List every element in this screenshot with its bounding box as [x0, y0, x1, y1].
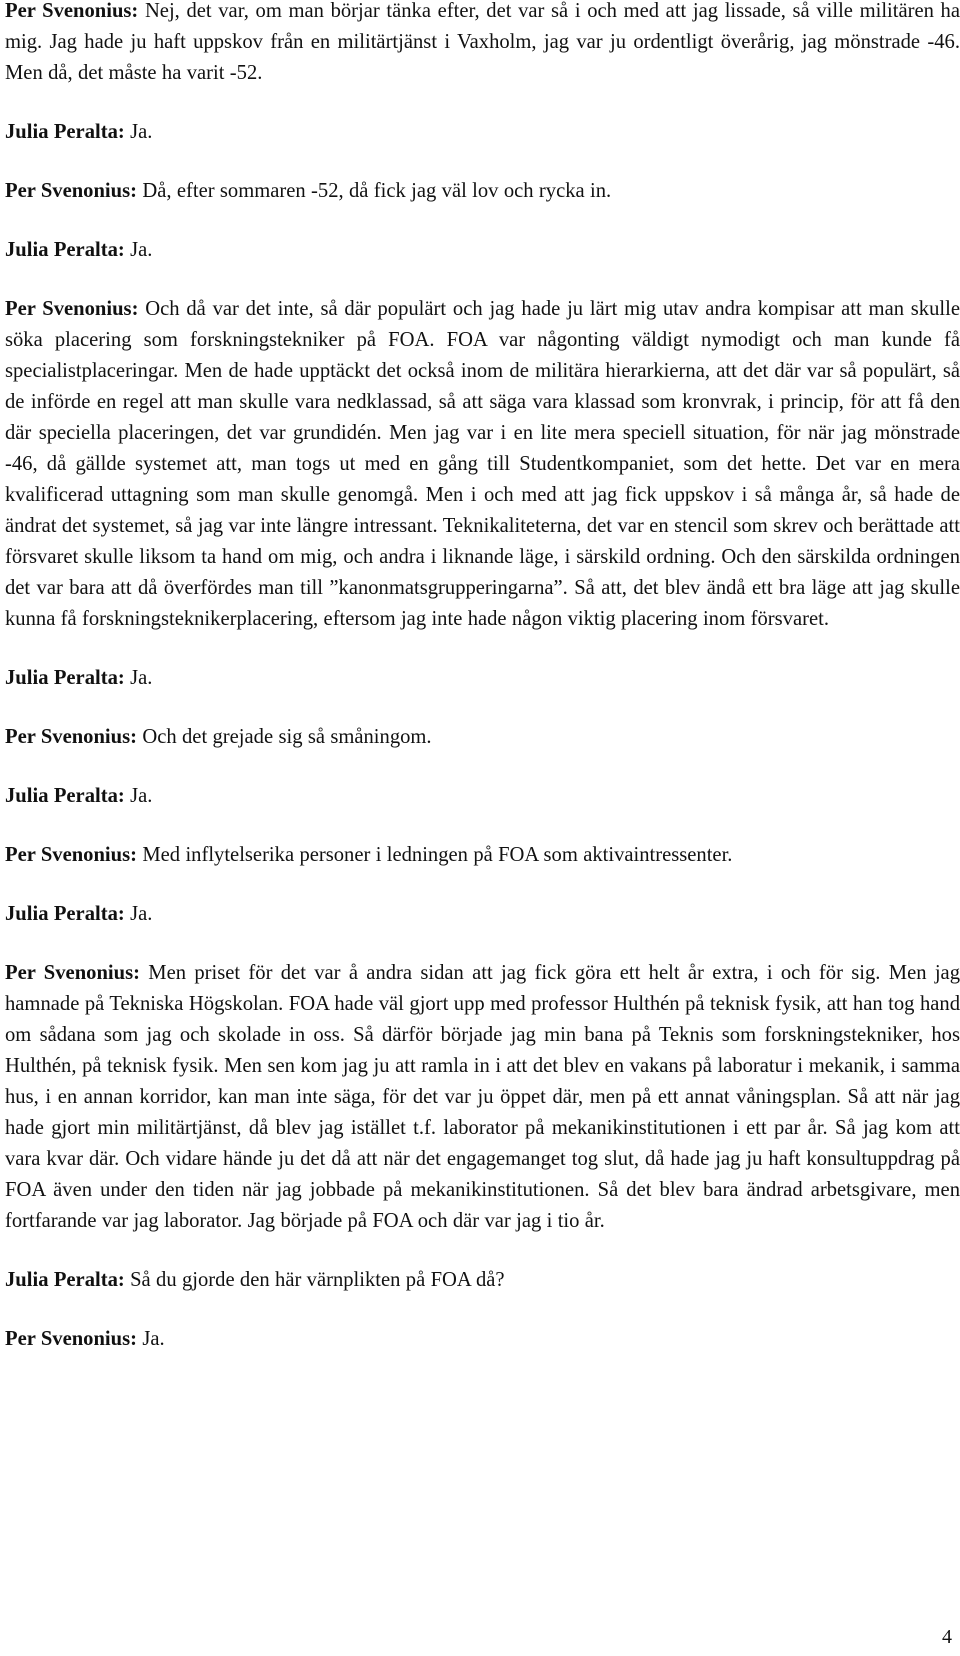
- transcript-turn: [5, 176, 960, 207]
- utterance-text: Ja.: [130, 239, 153, 261]
- speaker-label: Julia Peralta:: [5, 903, 125, 925]
- speaker-label: Julia Peralta:: [5, 1269, 125, 1291]
- utterance-text: Ja.: [130, 121, 153, 143]
- utterance-text: Med inflytelserika personer i ledningen på FOA som aktivaintressenter.: [142, 844, 733, 866]
- utterance-text: Så du gjorde den här värnplikten på FOA då?: [130, 1269, 505, 1291]
- speaker-label: Julia Peralta:: [5, 667, 125, 689]
- utterance-text: Nej, det var, om man börjar tänka efter, det var så i och med att jag lissade, så ville militären ha mig. Jag hade ju haft uppskov från en militärtjänst i Vaxholm, jag var ju ordentligt överårig, jag mönstrade -46. Men då, det måste ha varit -52.: [5, 0, 960, 84]
- transcript-page: [5, 0, 960, 1383]
- transcript-turn: [5, 0, 960, 89]
- speaker-label: Per Svenonius:: [5, 180, 137, 202]
- transcript-turn: [5, 235, 960, 266]
- utterance-text: Ja.: [142, 1328, 165, 1350]
- transcript-turn: [5, 899, 960, 930]
- speaker-label: Julia Peralta:: [5, 121, 125, 143]
- utterance-text: Men priset för det var å andra sidan att jag fick göra ett helt år extra, i och för sig. Men jag hamnade på Tekniska Högskolan. FOA hade väl gjort upp med professor Hulthén på teknisk fysik, att han tog hand om sådana som jag och skolade in oss. Så därför började jag min bana på Teknis som forskningstekniker, hos Hulthén, på teknisk fysik. Men sen kom jag ju att ramla in i att det blev en vakans på laboratur i mekanik, i samma hus, i en annan korridor, kan man inte säga, för det var ju öppet där, men på ett annat våningsplan. Så att när jag hade gjort min militärtjänst, då blev jag istället t.f. laborator på mekanikinstitutionen i ett par år. Så jag kom att vara kvar där. Och vidare hände ju det då att när det engagemanget tog slut, då hade jag ju haft konsultuppdrag på FOA även under den tiden när jag jobbade på mekanikinstitutionen. Så det blev bara ändrad arbetsgivare, men fortfarande var jag laborator. Jag började på FOA och där var jag i tio år.: [5, 962, 960, 1232]
- speaker-label: Per Svenonius:: [5, 0, 139, 22]
- transcript-turn: [5, 1265, 960, 1296]
- utterance-text: Och det grejade sig så småningom.: [142, 726, 432, 748]
- speaker-label: Per Svenonius:: [5, 298, 139, 320]
- utterance-text: Ja.: [130, 785, 153, 807]
- utterance-text: Då, efter sommaren -52, då fick jag väl lov och rycka in.: [142, 180, 612, 202]
- speaker-label: Per Svenonius:: [5, 962, 140, 984]
- utterance-text: Och då var det inte, så där populärt och jag hade ju lärt mig utav andra kompisar att man skulle söka placering som forskningstekniker på FOA. FOA var någonting väldigt nymodigt och man kunde få specialistplaceringar. Men de hade upptäckt det också inom de militära hierarkierna, att det där var så populärt, så de införde en regel att man skulle vara nedklassad, så att säga vara klassad som kronvrak, i princip, för att få den där speciella placeringen, det var grundidén. Men jag var i en lite mera speciell situation, för när jag mönstrade -46, då gällde systemet att, man togs ut med en gång till Studentkompaniet, som det hette. Det var en mera kvalificerad uttagning som man skulle genomgå. Men i och med att jag fick uppskov i så många år, så hade de ändrat det systemet, så jag var inte längre intressant. Teknikaliteterna, det var en stencil som skrev och berättade att försvaret skulle liksom ta hand om mig, och andra i liknande läge, i särskild ordning. Och den särskilda ordningen det var bara att då överfördes man till ”kanonmatsgrupperingarna”. Så att, det blev ändå ett bra läge att jag skulle kunna få forskningsteknikerplacering, eftersom jag inte hade någon viktig placering inom försvaret.: [5, 298, 960, 630]
- transcript-turn: [5, 958, 960, 1237]
- transcript-turn: [5, 722, 960, 753]
- transcript-turn: [5, 840, 960, 871]
- speaker-label: Per Svenonius:: [5, 1328, 137, 1350]
- speaker-label: Per Svenonius:: [5, 844, 137, 866]
- transcript-turn: [5, 1324, 960, 1355]
- transcript-turn: [5, 781, 960, 812]
- transcript-turn: [5, 663, 960, 694]
- utterance-text: Ja.: [130, 903, 153, 925]
- speaker-label: Julia Peralta:: [5, 239, 125, 261]
- page-number: 4: [942, 1626, 952, 1648]
- utterance-text: Ja.: [130, 667, 153, 689]
- transcript-turn: [5, 294, 960, 635]
- speaker-label: Per Svenonius:: [5, 726, 137, 748]
- transcript-turn: [5, 117, 960, 148]
- speaker-label: Julia Peralta:: [5, 785, 125, 807]
